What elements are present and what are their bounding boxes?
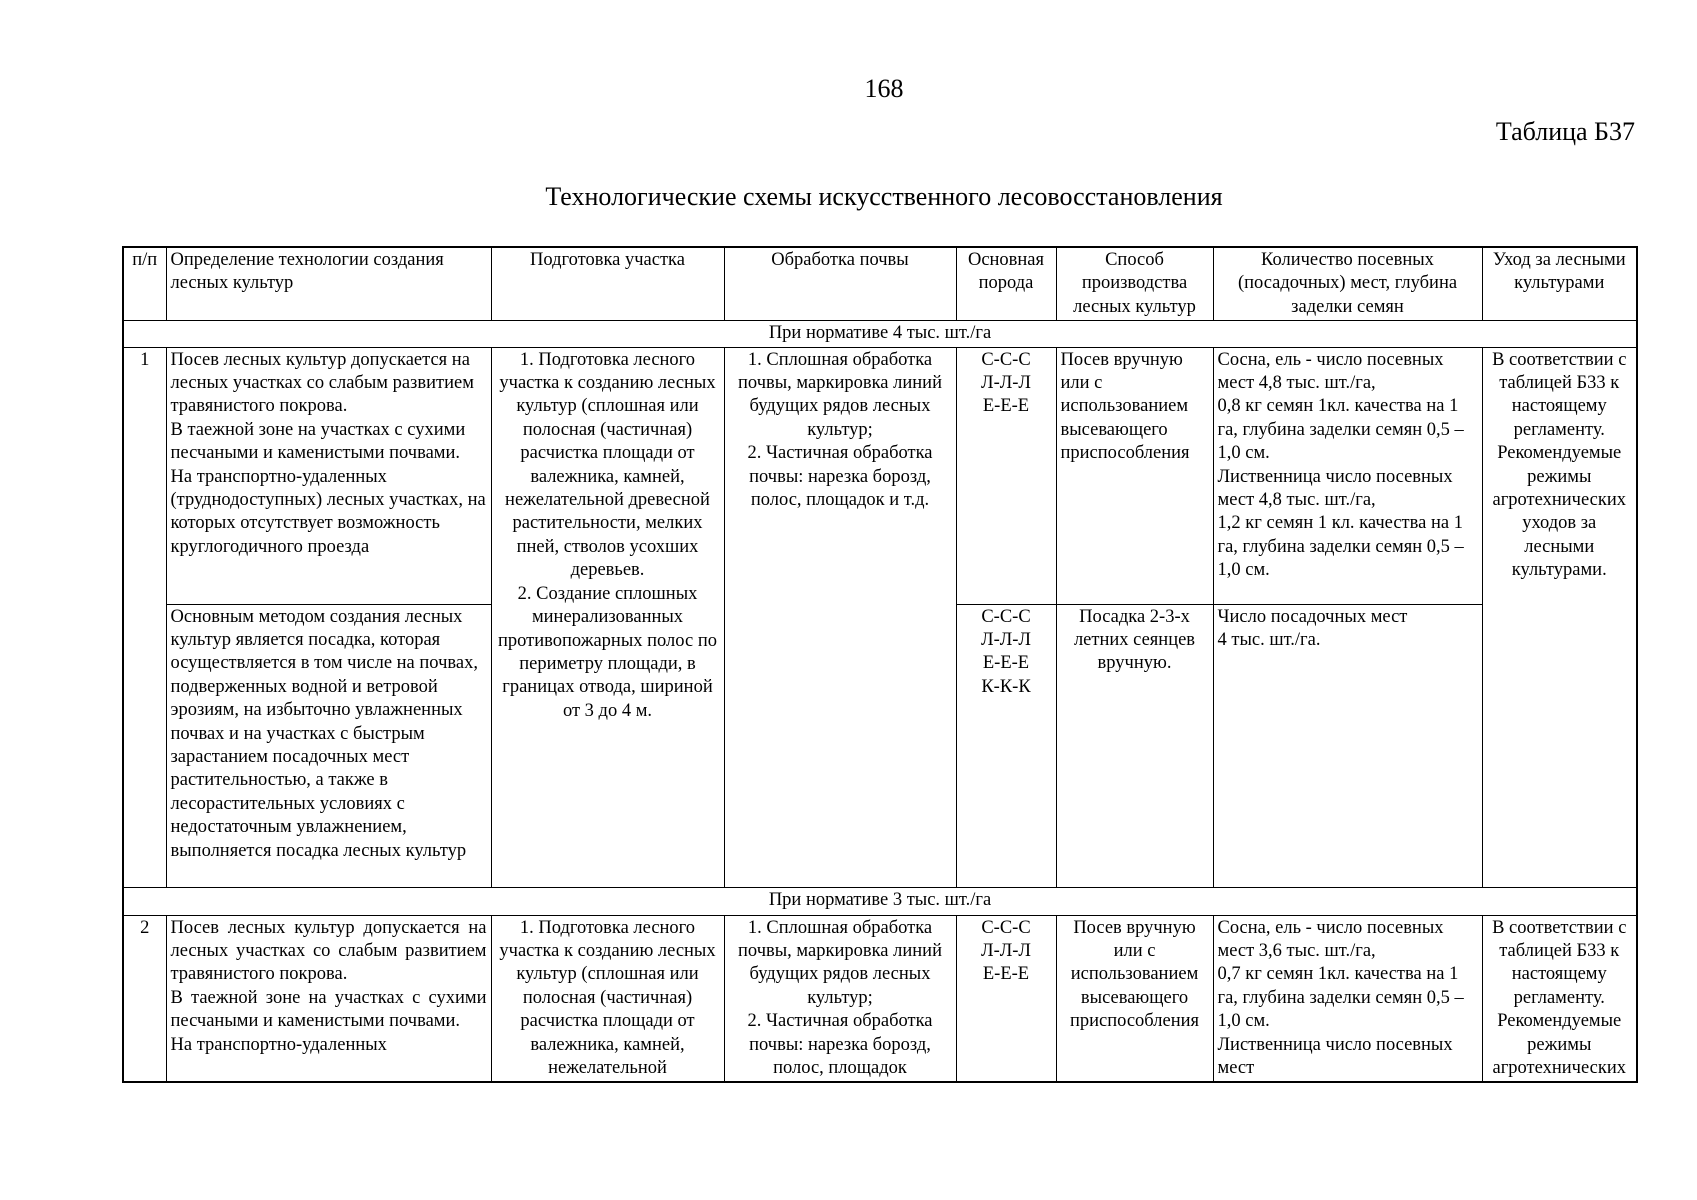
species-text: С-С-С Л-Л-Л Е-Е-Е: [981, 349, 1031, 417]
header-care: Уход за лесными культурами: [1482, 247, 1637, 321]
section-row: [123, 887, 1637, 915]
technology-text: Посев лесных культур допускается на лесных участках со слабым развитием травянистого покрова. В таежной зоне на участках с сухими песчаными и каменистыми почвами. На транспортно-удаленных: [170, 917, 487, 1055]
method-cell: [1056, 347, 1213, 604]
quantity-text: Число посадочных мест 4 тыс. шт./га.: [1217, 606, 1408, 651]
header-preparation: Подготовка участка: [491, 247, 724, 321]
table-row: [123, 915, 1637, 1082]
header-num: п/п: [123, 247, 166, 321]
species-cell: [956, 347, 1056, 604]
care-text: В соответствии с таблицей Б33 к настоящему регламенту. Рекомендуемые режимы агротехнических уходов за лесными культурами.: [1492, 349, 1627, 581]
species-cell: [956, 604, 1056, 887]
preparation-text: 1. Подготовка лесного участка к созданию лесных культур (сплошная или полосная (частичная) расчистка площади от валежника, камней, нежелательной: [499, 917, 716, 1079]
care-text: В соответствии с таблицей Б33 к настоящему регламенту. Рекомендуемые режимы агротехнических: [1492, 917, 1627, 1079]
quantity-cell: [1213, 604, 1482, 887]
section-title: При нормативе 4 тыс. шт./га: [123, 321, 1637, 347]
quantity-text: Сосна, ель - число посевных мест 3,6 тыс. шт./га, 0,7 кг семян 1кл. качества на 1 га, глубина заделки семян 0,5 – 1,0 см. Лиственница число посевных мест: [1217, 917, 1464, 1079]
table-row: [123, 347, 1637, 604]
soil-text: 1. Сплошная обработка почвы, маркировка линий будущих рядов лесных культур; 2. Частичная обработка почвы: нарезка борозд, полос, площадок и т.д.: [738, 349, 942, 511]
quantity-text: Сосна, ель - число посевных мест 4,8 тыс. шт./га, 0,8 кг семян 1кл. качества на 1 га, глубина заделки семян 0,5 – 1,0 см. Лиственница число посевных мест 4,8 тыс. шт./га, 1,2 кг семян 1 кл. качества на 1 га, глубина заделки семян 0,5 – 1,0 см.: [1217, 349, 1464, 581]
technology-cell: [166, 604, 491, 887]
header-species: Основная порода: [956, 247, 1056, 321]
soil-cell: [724, 347, 956, 887]
technology-cell: [166, 915, 491, 1082]
technology-schemes-table: [122, 246, 1638, 1083]
species-text: С-С-С Л-Л-Л Е-Е-Е: [981, 917, 1031, 985]
row-number: 2: [123, 915, 166, 1082]
species-text: С-С-С Л-Л-Л Е-Е-Е К-К-К: [981, 606, 1031, 697]
method-text: Посев вручную или с использованием высевающего приспособления: [1069, 917, 1200, 1032]
header-technology: Определение технологии создания лесных культур: [166, 247, 491, 321]
preparation-cell: [491, 347, 724, 887]
document-title: Технологические схемы искусственного лесовосстановления: [545, 182, 1223, 211]
method-text: Посадка 2-3-х летних сеянцев вручную.: [1073, 606, 1196, 674]
technology-text: Посев лесных культур допускается на лесных участках со слабым развитием травянистого покрова. В таежной зоне на участках с сухими песчаными и каменистыми почвами. На транспортно-удаленных (труднодоступных) лесных участках, на которых отсутствует возможность круглогодичного проезда: [170, 349, 486, 557]
soil-cell: [724, 915, 956, 1082]
method-cell: [1056, 604, 1213, 887]
technology-text: Основным методом создания лесных культур является посадка, которая осуществляется в том числе на почвах, подверженных водной и ветровой эрозиям, на избыточно увлажненных почвах и на участках с быстрым зарастанием посадочных мест растительностью, а также в лесорастительных условиях с недостаточным увлажнением, выполняется посадка лесных культур: [170, 606, 478, 861]
header-soil: Обработка почвы: [724, 247, 956, 321]
table-label: Таблица Б37: [1495, 117, 1635, 146]
technology-cell: [166, 347, 491, 604]
preparation-text: 1. Подготовка лесного участка к созданию лесных культур (сплошная или полосная (частичная) расчистка площади от валежника, камней, нежелательной древесной растительности, мелких пней, стволов усохших деревьев. 2. Создание сплошных минерализованных противопожарных полос по периметру площади, в границах отвода, шириной от 3 до 4 м.: [498, 349, 717, 721]
method-cell: [1056, 915, 1213, 1082]
care-cell: [1482, 915, 1637, 1082]
header-row: [123, 247, 1637, 321]
quantity-cell: [1213, 347, 1482, 604]
section-row: [123, 321, 1637, 347]
quantity-cell: [1213, 915, 1482, 1082]
header-quantity: Количество посевных (посадочных) мест, глубина заделки семян: [1213, 247, 1482, 321]
care-cell: [1482, 347, 1637, 887]
species-cell: [956, 915, 1056, 1082]
page-number: 168: [864, 74, 904, 103]
soil-text: 1. Сплошная обработка почвы, маркировка линий будущих рядов лесных культур; 2. Частичная обработка почвы: нарезка борозд, полос, площадок: [738, 917, 942, 1079]
section-title: При нормативе 3 тыс. шт./га: [123, 887, 1637, 915]
row-number: 1: [123, 347, 166, 887]
method-text: Посев вручную или с использованием высевающего приспособления: [1060, 349, 1190, 464]
preparation-cell: [491, 915, 724, 1082]
header-method: Способ производства лесных культур: [1056, 247, 1213, 321]
